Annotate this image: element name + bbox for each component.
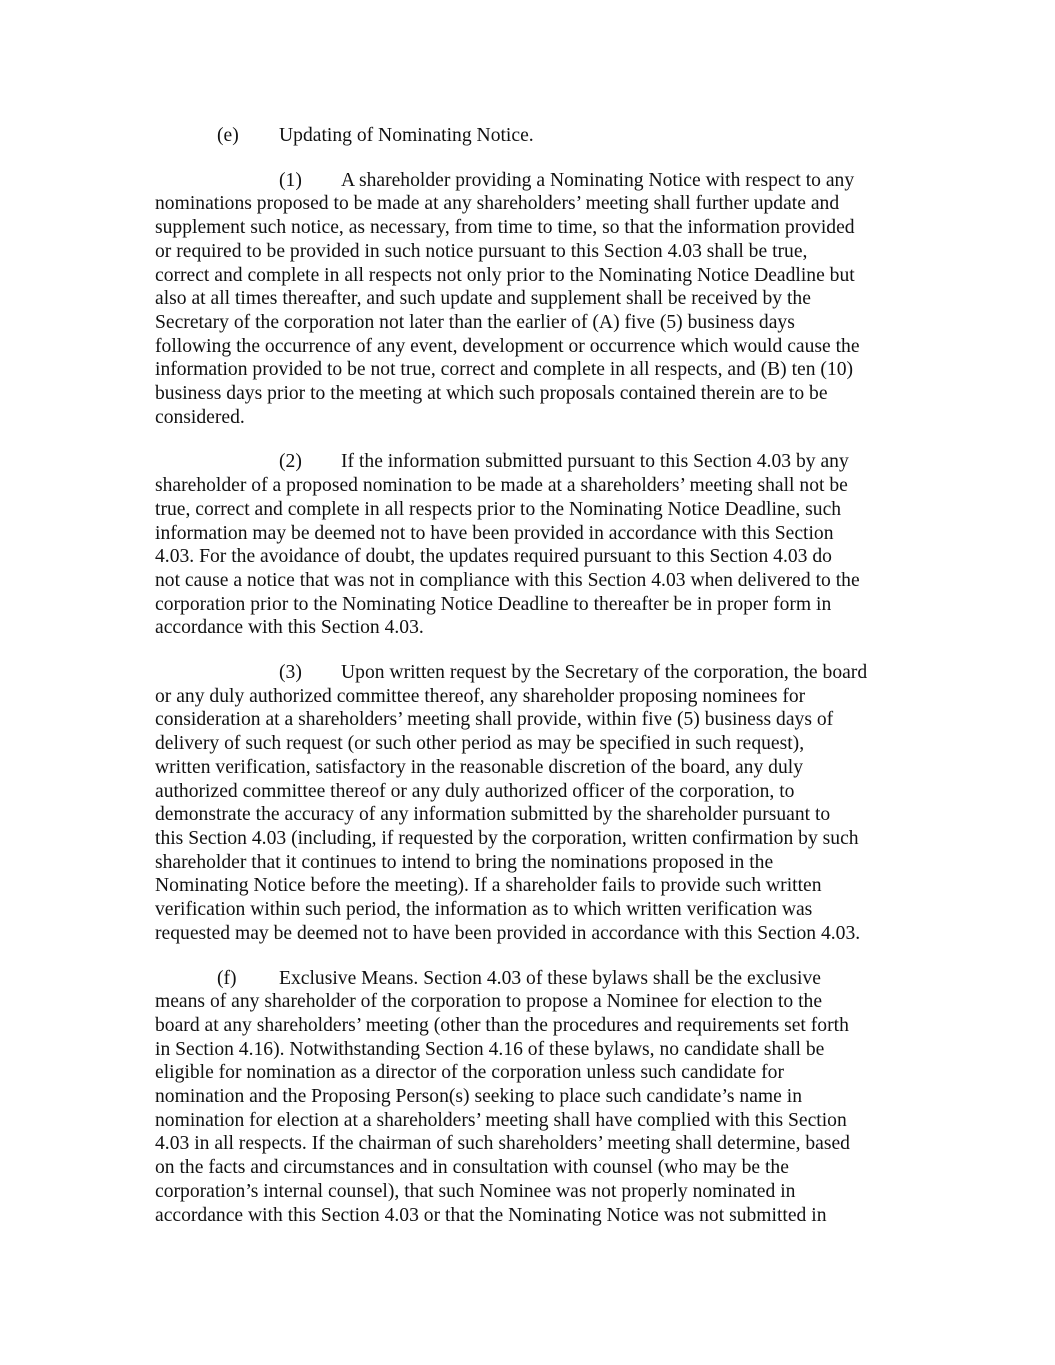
paragraph-line: shareholder that it continues to intend to bring the nominations proposed in the [155,851,774,873]
paragraph-line: or required to be provided in such notice pursuant to this Section 4.03 shall be true, [155,240,808,262]
paragraph-line: information may be deemed not to have been provided in accordance with this Section [155,522,834,544]
paragraph-2 [155,450,903,640]
paragraph-line: shareholder of a proposed nomination to be made at a shareholders’ meeting shall not be [155,475,848,497]
paragraph-line: on the facts and circumstances and in consultation with counsel (who may be the [155,1157,789,1179]
paragraph-line: Exclusive Means. Section 4.03 of these bylaws shall be the exclusive [279,967,821,989]
paragraph-2-marker: (2) [279,451,302,473]
paragraph-line: eligible for nomination as a director of the corporation unless such candidate for [155,1062,784,1084]
section-f [155,967,903,1228]
paragraph-line: nominations proposed to be made at any shareholders’ meeting shall further update and [155,193,840,215]
paragraph-line: not cause a notice that was not in compliance with this Section 4.03 when delivered to the [155,569,860,591]
paragraph-line: corporation’s internal counsel), that such Nominee was not properly nominated in [155,1180,796,1202]
section-f-marker: (f) [217,967,237,989]
paragraph-line: in Section 4.16). Notwithstanding Section 4.16 of these bylaws, no candidate shall be [155,1038,825,1060]
paragraph-line: accordance with this Section 4.03 or that the Nominating Notice was not submitted in [155,1204,827,1226]
paragraph-line: verification within such period, the information as to which written verification was [155,899,813,921]
paragraph-line: 4.03. For the avoidance of doubt, the updates required pursuant to this Section 4.03 do [155,546,832,568]
paragraph-line: means of any shareholder of the corporation to propose a Nominee for election to the [155,991,823,1013]
paragraph-line: consideration at a shareholders’ meeting shall provide, within five (5) business days of [155,709,834,731]
document-page [155,124,903,1227]
paragraph-line: business days prior to the meeting at which such proposals contained therein are to be [155,383,828,405]
paragraph-line: Upon written request by the Secretary of the corporation, the board [341,662,868,684]
paragraph-3-marker: (3) [279,662,302,684]
paragraph-line: 4.03 in all respects. If the chairman of such shareholders’ meeting shall determine, based [155,1133,850,1155]
paragraph-line: true, correct and complete in all respects prior to the Nominating Notice Deadline, such [155,498,842,520]
paragraph-line: this Section 4.03 (including, if requested by the corporation, written confirmation by such [155,827,859,849]
section-e-title: Updating of Nominating Notice. [279,125,534,146]
paragraph-line: considered. [155,406,245,428]
section-e-marker: (e) [217,125,239,146]
section-e-heading [155,124,903,148]
paragraph-line: Nominating Notice before the meeting). If a shareholder fails to provide such written [155,875,822,897]
paragraph-line: board at any shareholders’ meeting (other than the procedures and requirements set forth [155,1014,849,1036]
paragraph-line: A shareholder providing a Nominating Notice with respect to any [341,169,855,191]
paragraph-line: corporation prior to the Nominating Notice Deadline to thereafter be in proper form in [155,593,832,615]
paragraph-line: following the occurrence of any event, development or occurrence which would cause the [155,335,860,357]
paragraph-line: correct and complete in all respects not only prior to the Nominating Notice Deadline but [155,264,855,286]
paragraph-line: requested may be deemed not to have been provided in accordance with this Section 4.03. [155,922,861,944]
paragraph-line: delivery of such request (or such other period as may be specified in such request), [155,733,805,755]
paragraph-line: authorized committee thereof or any duly authorized officer of the corporation, to [155,780,795,802]
paragraph-line: demonstrate the accuracy of any information submitted by the shareholder pursuant to [155,804,831,826]
paragraph-line: nomination for election at a shareholders’ meeting shall have complied with this Section [155,1109,847,1131]
paragraph-line: Secretary of the corporation not later than the earlier of (A) five (5) business days [155,311,795,333]
paragraph-line: or any duly authorized committee thereof, any shareholder proposing nominees for [155,685,806,707]
paragraph-1 [155,169,903,430]
paragraph-3 [155,661,903,945]
paragraph-line: accordance with this Section 4.03. [155,617,424,639]
paragraph-line: information provided to be not true, correct and complete in all respects, and (B) ten (10) [155,359,854,381]
paragraph-line: also at all times thereafter, and such update and supplement shall be received by the [155,288,811,310]
paragraph-1-marker: (1) [279,169,302,191]
paragraph-line: nomination and the Proposing Person(s) seeking to place such candidate’s name in [155,1086,802,1108]
paragraph-line: supplement such notice, as necessary, from time to time, so that the information provided [155,217,855,239]
paragraph-line: If the information submitted pursuant to this Section 4.03 by any [341,451,849,473]
paragraph-line: written verification, satisfactory in the reasonable discretion of the board, any duly [155,756,804,778]
